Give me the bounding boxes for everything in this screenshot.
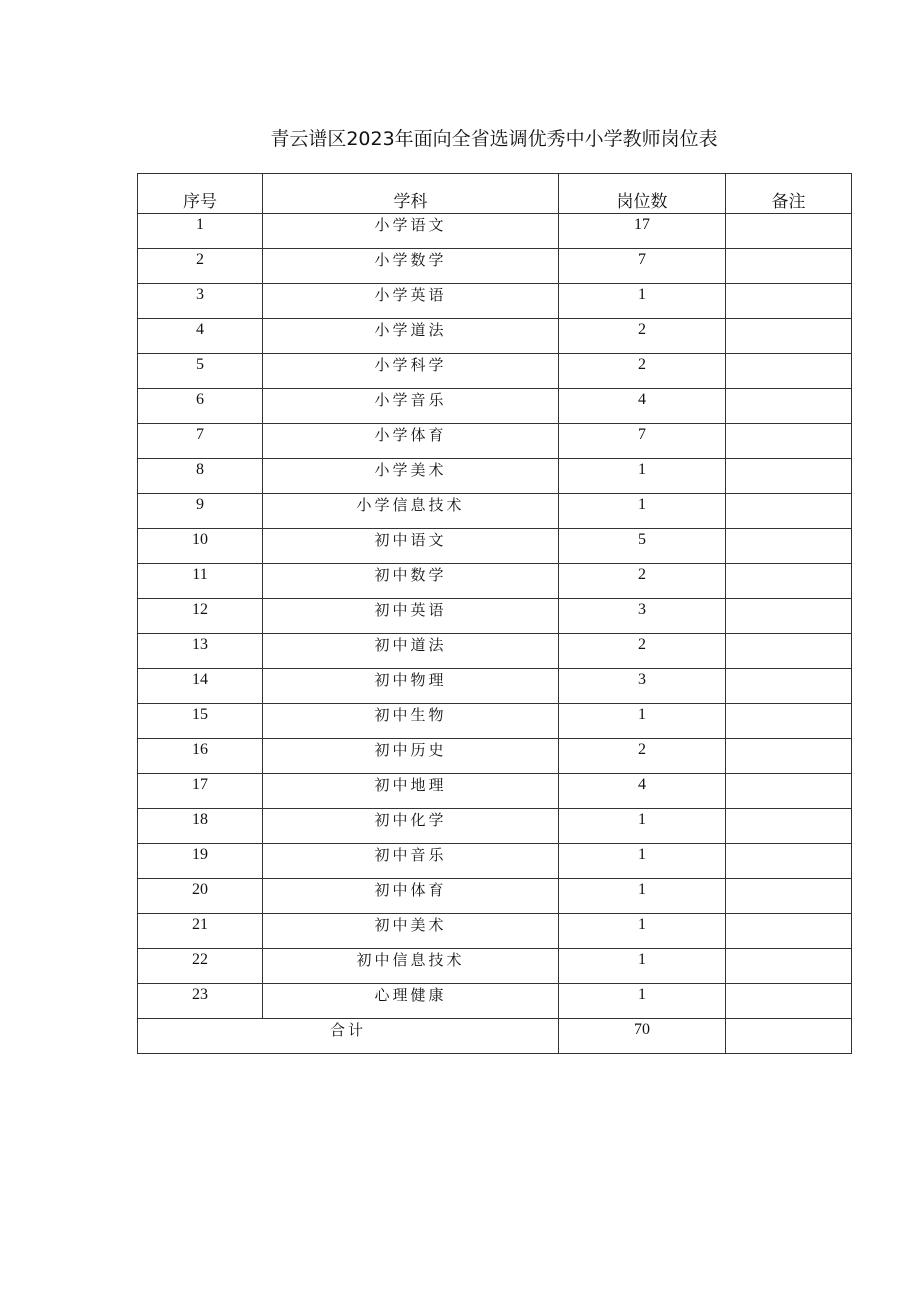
cell-positions: 17 [559,214,726,249]
cell-subject: 初中地理 [263,774,559,809]
cell-index: 16 [138,739,263,774]
table-body [138,214,852,1019]
cell-remarks [726,214,852,249]
cell-index: 17 [138,774,263,809]
cell-index: 6 [138,389,263,424]
cell-subject: 初中英语 [263,599,559,634]
cell-positions: 1 [559,984,726,1019]
table-row [138,389,852,424]
cell-remarks [726,564,852,599]
cell-subject: 小学数学 [263,249,559,284]
cell-index: 8 [138,459,263,494]
cell-positions: 1 [559,914,726,949]
header-index: 序号 [138,174,263,214]
cell-index: 5 [138,354,263,389]
cell-positions: 1 [559,284,726,319]
header-subject: 学科 [263,174,559,214]
cell-index: 11 [138,564,263,599]
cell-remarks [726,284,852,319]
cell-remarks [726,739,852,774]
cell-index: 15 [138,704,263,739]
cell-positions: 7 [559,249,726,284]
cell-subject: 初中美术 [263,914,559,949]
cell-subject: 初中历史 [263,739,559,774]
cell-subject: 小学音乐 [263,389,559,424]
cell-index: 20 [138,879,263,914]
table-row [138,564,852,599]
cell-positions: 4 [559,389,726,424]
cell-index: 21 [138,914,263,949]
cell-remarks [726,599,852,634]
cell-subject: 初中音乐 [263,844,559,879]
cell-positions: 2 [559,739,726,774]
cell-subject: 小学道法 [263,319,559,354]
cell-index: 13 [138,634,263,669]
cell-subject: 初中信息技术 [263,949,559,984]
table-row [138,319,852,354]
table-row [138,494,852,529]
cell-index: 14 [138,669,263,704]
cell-subject: 小学信息技术 [263,494,559,529]
cell-positions: 7 [559,424,726,459]
cell-index: 2 [138,249,263,284]
table-row [138,844,852,879]
cell-index: 18 [138,809,263,844]
cell-remarks [726,459,852,494]
cell-remarks [726,354,852,389]
cell-remarks [726,774,852,809]
table-row [138,739,852,774]
table-row [138,599,852,634]
cell-subject: 初中物理 [263,669,559,704]
cell-index: 10 [138,529,263,564]
cell-remarks [726,529,852,564]
cell-index: 23 [138,984,263,1019]
cell-index: 19 [138,844,263,879]
cell-positions: 2 [559,319,726,354]
table-row [138,984,852,1019]
cell-subject: 初中数学 [263,564,559,599]
table-row [138,424,852,459]
table-row [138,669,852,704]
cell-positions: 1 [559,494,726,529]
cell-positions: 1 [559,459,726,494]
table-row [138,459,852,494]
cell-subject: 小学体育 [263,424,559,459]
cell-remarks [726,669,852,704]
total-row [138,1019,852,1054]
cell-remarks [726,389,852,424]
table-row [138,354,852,389]
cell-positions: 1 [559,844,726,879]
cell-positions: 2 [559,354,726,389]
cell-positions: 1 [559,949,726,984]
cell-remarks [726,704,852,739]
cell-subject: 初中道法 [263,634,559,669]
cell-subject: 初中语文 [263,529,559,564]
cell-index: 3 [138,284,263,319]
header-positions: 岗位数 [559,174,726,214]
cell-subject: 初中体育 [263,879,559,914]
table-row [138,704,852,739]
table-row [138,949,852,984]
cell-subject: 小学英语 [263,284,559,319]
cell-positions: 5 [559,529,726,564]
table-row [138,914,852,949]
cell-positions: 1 [559,704,726,739]
cell-positions: 1 [559,809,726,844]
table-row [138,774,852,809]
cell-remarks [726,634,852,669]
cell-subject: 小学科学 [263,354,559,389]
cell-subject: 心理健康 [263,984,559,1019]
cell-index: 1 [138,214,263,249]
table-row [138,214,852,249]
cell-subject: 小学美术 [263,459,559,494]
total-label: 合计 [138,1019,559,1054]
header-remarks: 备注 [726,174,852,214]
table-row [138,284,852,319]
cell-positions: 1 [559,879,726,914]
table-header-row [138,174,852,214]
total-remarks [726,1019,852,1054]
total-positions: 70 [559,1019,726,1054]
cell-positions: 4 [559,774,726,809]
cell-subject: 小学语文 [263,214,559,249]
table-row [138,879,852,914]
cell-remarks [726,809,852,844]
cell-index: 12 [138,599,263,634]
table-row [138,249,852,284]
cell-subject: 初中生物 [263,704,559,739]
cell-remarks [726,879,852,914]
cell-remarks [726,914,852,949]
positions-table [137,173,852,1054]
cell-remarks [726,249,852,284]
cell-positions: 3 [559,669,726,704]
cell-remarks [726,949,852,984]
cell-remarks [726,424,852,459]
cell-index: 7 [138,424,263,459]
cell-index: 9 [138,494,263,529]
cell-remarks [726,844,852,879]
cell-positions: 2 [559,634,726,669]
cell-remarks [726,319,852,354]
document-title: 青云谱区2023年面向全省选调优秀中小学教师岗位表 [270,128,718,150]
cell-positions: 2 [559,564,726,599]
cell-remarks [726,984,852,1019]
table-row [138,634,852,669]
cell-remarks [726,494,852,529]
cell-index: 4 [138,319,263,354]
cell-subject: 初中化学 [263,809,559,844]
cell-positions: 3 [559,599,726,634]
cell-index: 22 [138,949,263,984]
table-row [138,529,852,564]
table-row [138,809,852,844]
